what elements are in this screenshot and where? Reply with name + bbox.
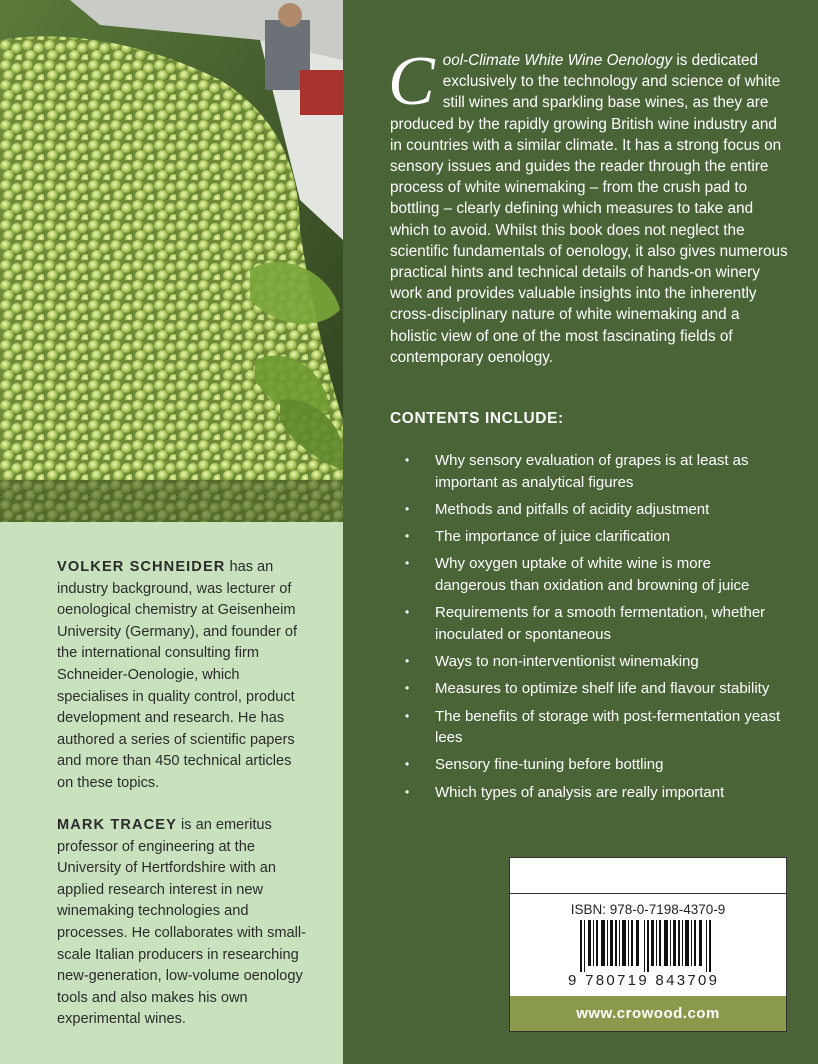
bullet-icon: • (405, 529, 410, 544)
list-item (405, 450, 785, 493)
book-description (388, 43, 790, 368)
author-bio-text: is an emeritus professor of engineering at the University of Hertfordshire with an applied research interest in new winemaking technologies and processes. He collaborates with small-scale Italian producers in researching new-generation, low-volume oenology tools and also makes his own experimental wines. (57, 817, 306, 1028)
bullet-icon: • (405, 784, 410, 799)
list-item-text: Sensory fine-tuning before bottling (435, 756, 664, 774)
list-item (405, 782, 785, 804)
isbn-barcode-box (509, 857, 787, 1032)
bullet-icon: • (405, 453, 410, 467)
bullet-icon: • (405, 681, 410, 696)
list-item (405, 678, 785, 700)
author-bio-volker-schneider (57, 557, 307, 795)
list-item (405, 754, 785, 776)
bullet-icon: • (405, 708, 410, 723)
list-item (405, 602, 785, 645)
list-item (405, 526, 785, 548)
barcode-digits: 9 780719 843709 (568, 972, 720, 989)
author-name: MARK TRACEY (57, 817, 177, 833)
publisher-website: www.crowood.com (510, 996, 786, 1031)
contents-list (405, 450, 785, 809)
price-box (510, 858, 786, 894)
description-text: is dedicated exclusively to the technology and science of white still wines and sparkling base wines, as they are produced by the rapidly growing British wine industry and in countries with a similar climate. It has a strong focus on sensory issues and guides the reader through the entire process of white winemaking – from the crush pad to bottling – clearly defining which measures to take and which to avoid. Whilst this book does not neglect the scientific fundamentals of oenology, it also gives numerous practical hints and technical details of hands-on winery work and provides valuable insights into the inherently cross-disciplinary nature of white winemaking and a holistic view of one of the most fascinating fields of contemporary oenology. (390, 52, 788, 366)
list-item-text: Ways to non-interventionist winemaking (435, 652, 699, 670)
bullet-icon: • (405, 501, 410, 516)
drop-cap: C (388, 43, 435, 120)
list-item-text: Requirements for a smooth fermentation, whether inoculated or spontaneous (435, 604, 766, 643)
list-item-text: The benefits of storage with post-fermentation yeast lees (435, 707, 781, 747)
list-item (405, 553, 785, 596)
contents-heading: CONTENTS INCLUDE: (390, 410, 564, 427)
bullet-icon: • (405, 556, 410, 571)
list-item (405, 651, 785, 673)
bullet-icon: • (405, 605, 410, 620)
list-item-text: The importance of juice clarification (435, 528, 671, 546)
barcode-icon (580, 920, 720, 972)
isbn-number: ISBN: 978-0-7198-4370-9 (570, 902, 726, 917)
author-name: VOLKER SCHNEIDER (57, 559, 226, 575)
grapes-illustration (0, 0, 343, 522)
list-item (405, 499, 785, 521)
list-item-text: Which types of analysis are really important (435, 783, 725, 801)
list-item-text: Methods and pitfalls of acidity adjustment (435, 500, 710, 518)
bullet-icon: • (405, 653, 410, 668)
book-title: ool-Climate White Wine Oenology (442, 52, 673, 69)
grape-harvest-photo (0, 0, 343, 522)
list-item-text: Why sensory evaluation of grapes is at least as important as analytical figures (435, 452, 749, 491)
bullet-icon: • (405, 757, 410, 772)
list-item-text: Why oxygen uptake of white wine is more dangerous than oxidation and browning of juice (435, 555, 750, 594)
left-column (0, 0, 343, 1064)
author-bio-text: has an industry background, was lecturer of oenological chemistry at Geisenheim University (Germany), and founder of the international consulting firm Schneider-Oenologie, which specialises in quality control, product development and research. He has authored a series of scientific papers and more than 450 technical articles on these topics. (57, 559, 298, 791)
list-item (405, 706, 785, 749)
author-bio-mark-tracey (57, 815, 307, 1031)
list-item-text: Measures to optimize shelf life and flavour stability (435, 680, 770, 698)
